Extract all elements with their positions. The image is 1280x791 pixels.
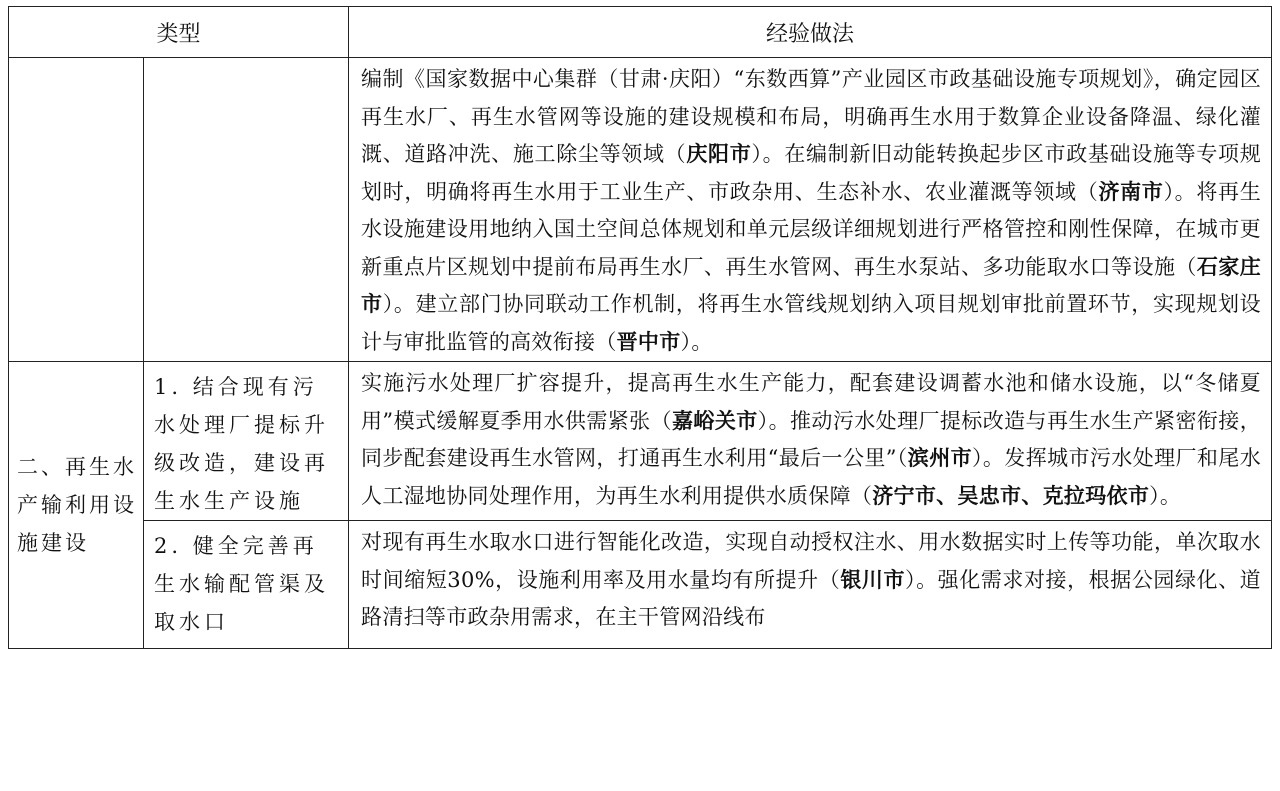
practice-text: ）。将再生水设施建设用地纳入国土空间总体规划和单元层级详细规划进行严格管控和刚性保障，在城市更新重点片区规划中提前布局再生水厂、再生水管网、再生水泵站、多功能取水口等设施（ bbox=[361, 179, 1262, 279]
practice-text: ）。发挥城市污水处理厂和尾水人工湿地协同处理作用，为再生水利用提供水质保障（ bbox=[361, 446, 1261, 508]
table-row bbox=[9, 362, 1272, 521]
practice-cell bbox=[349, 362, 1272, 521]
sub-type-cell: 2. 健全完善再生水输配管渠及取水口 bbox=[144, 521, 349, 649]
city-name: 嘉峪关市 bbox=[671, 408, 758, 433]
practice-text: ）。在编制新旧动能转换起步区市政基础设施等专项规划时，明确将再生水用于工业生产、市政杂用、生态补水、农业灌溉等领域（ bbox=[361, 142, 1261, 204]
table-row bbox=[9, 58, 1272, 362]
city-name: 晋中市 bbox=[616, 329, 681, 354]
practice-cell-content bbox=[361, 524, 1261, 648]
practice-cell bbox=[349, 58, 1272, 362]
sub-type-cell: 1. 结合现有污水处理厂提标升级改造，建设再生水生产设施 bbox=[144, 362, 349, 521]
city-name: 银川市 bbox=[840, 567, 906, 592]
city-name: 石家庄市 bbox=[361, 254, 1261, 316]
main-type-cell bbox=[9, 58, 144, 362]
practice-cell bbox=[349, 521, 1272, 649]
practice-text: 编制《国家数据中心集群（甘肃·庆阳）“东数西算”产业园区市政基础设施专项规划》，确定园区再生水厂、再生水管网等设施的建设规模和布局，明确再生水用于数算企业设备降温、绿化灌溉、道路冲洗、施工除尘等领域（ bbox=[361, 67, 1261, 166]
table-row bbox=[9, 521, 1272, 649]
practice-table bbox=[8, 6, 1272, 649]
city-name: 济宁市、吴忠市、克拉玛依市 bbox=[872, 483, 1150, 508]
sub-type-cell bbox=[144, 58, 349, 362]
practice-text: ）。建立部门协同联动工作机制，将再生水管线规划纳入项目规划审批前置环节，实现规划设计与审批监管的高效衔接（ bbox=[361, 292, 1261, 354]
practice-text: 实施污水处理厂扩容提升，提高再生水生产能力，配套建设调蓄水池和储水设施，以“冬储夏用”模式缓解夏季用水供需紧张（ bbox=[361, 371, 1261, 433]
city-name: 滨州市 bbox=[907, 446, 972, 470]
type-column-header: 类型 bbox=[9, 7, 349, 58]
city-name: 庆阳市 bbox=[686, 142, 752, 166]
city-name: 济南市 bbox=[1098, 179, 1164, 204]
table-header-row bbox=[9, 7, 1272, 58]
practice-text: ）。强化需求对接，根据公园绿化、道路清扫等市政杂用需求，在主干管网沿线布 bbox=[361, 567, 1261, 629]
practice-text: ）。推动污水处理厂提标改造与再生水生产紧密衔接，同步配套建设再生水管网，打通再生水利用“最后一公里”（ bbox=[361, 408, 1262, 470]
practice-text: ）。 bbox=[680, 329, 713, 354]
practice-text: ）。 bbox=[1149, 483, 1182, 508]
main-type-cell: 二、再生水产输利用设施建设 bbox=[9, 362, 144, 649]
practice-column-header: 经验做法 bbox=[349, 7, 1272, 58]
practice-text: 对现有再生水取水口进行智能化改造，实现自动授权注水、用水数据实时上传等功能，单次取水时间缩短30%，设施利用率及用水量均有所提升（ bbox=[361, 530, 1261, 592]
